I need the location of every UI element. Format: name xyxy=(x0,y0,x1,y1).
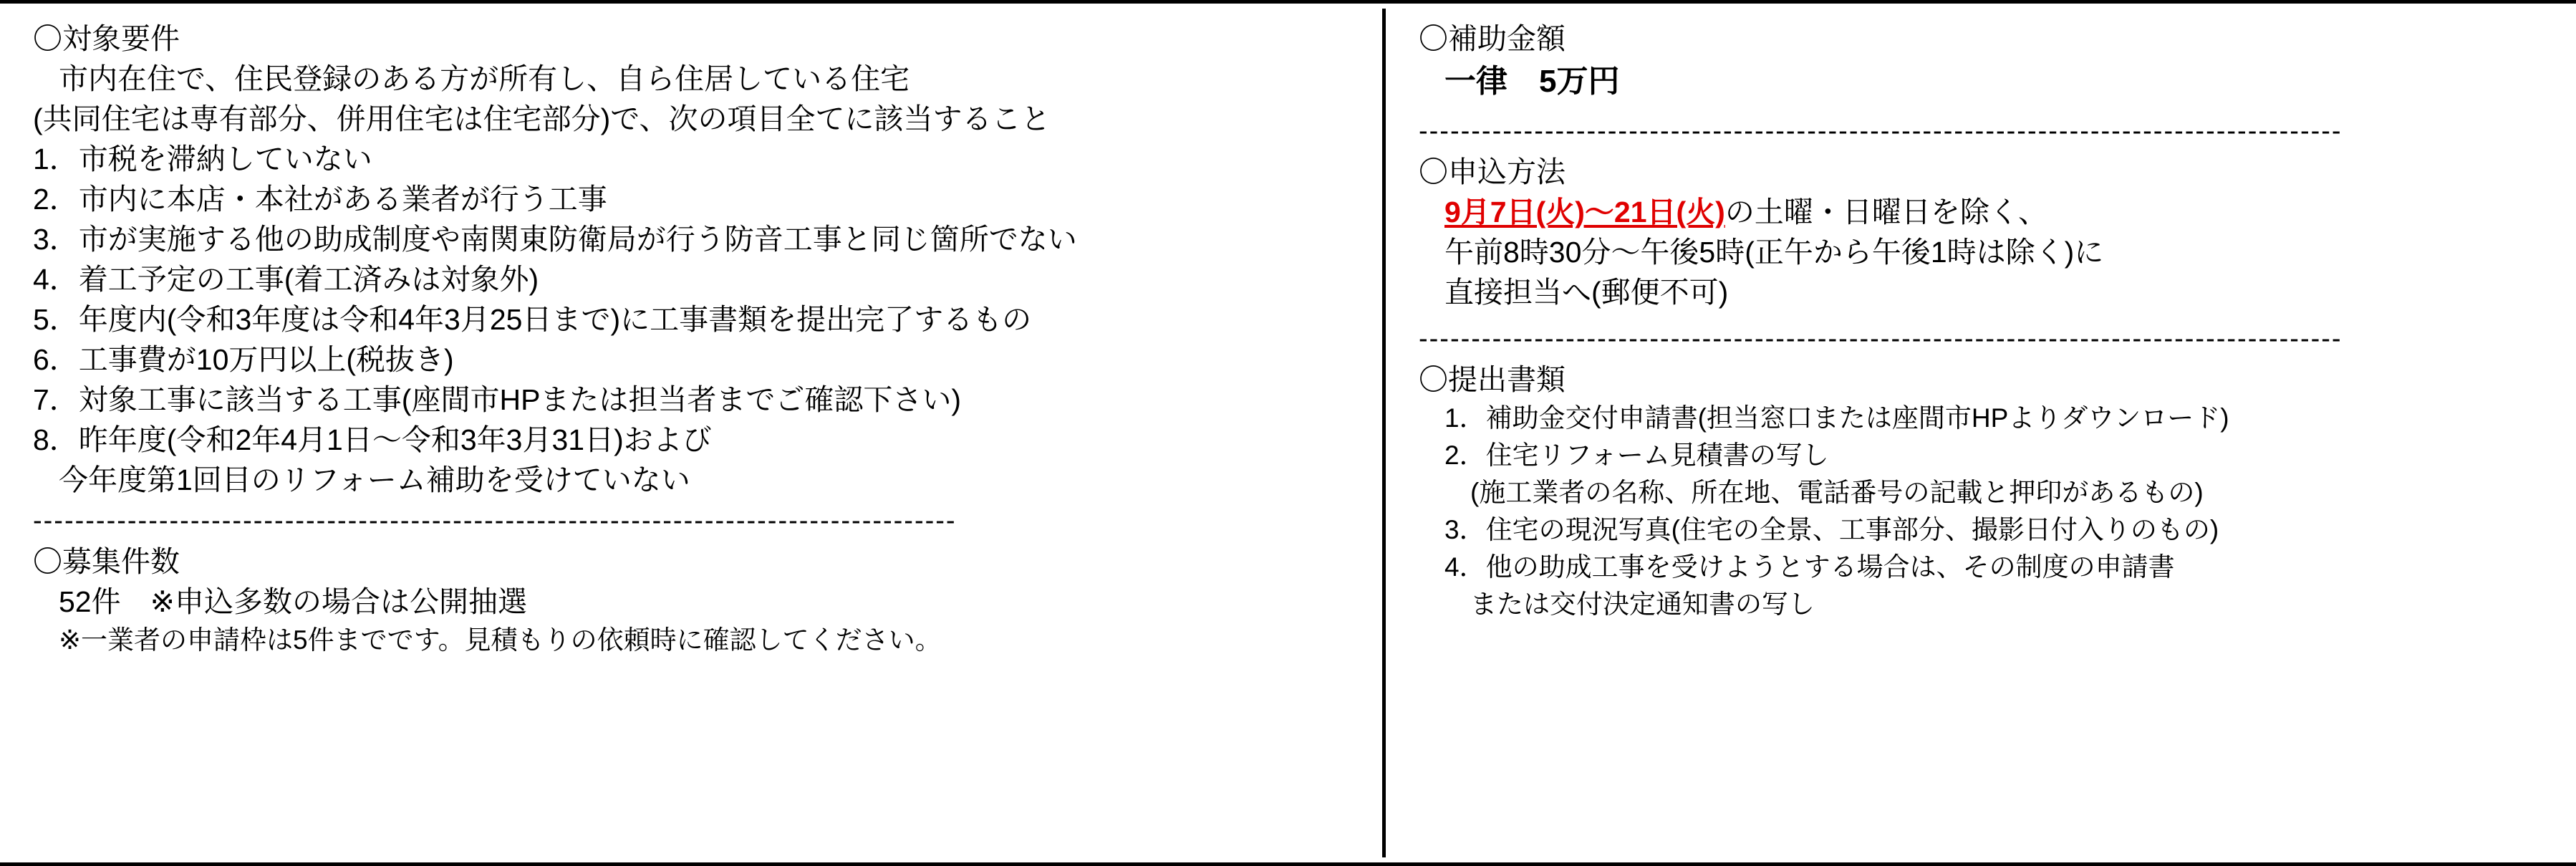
documents-item-4: 4．他の助成工事を受けようとする場合は、その制度の申請書 xyxy=(1444,552,2175,582)
quota-line: 52件 ※申込多数の場合は公開抽選 xyxy=(59,585,527,618)
requirements-item-3: 3．市が実施する他の助成制度や南関東防衛局が行う防音工事と同じ箇所でない xyxy=(33,223,1077,256)
documents-item-1: 1．補助金交付申請書(担当窓口または座間市HPよりダウンロード) xyxy=(1444,403,2229,433)
documents-item-2-note: (施工業者の名称、所在地、電話番号の記載と押印があるもの) xyxy=(1470,478,2204,507)
documents-item-2: 2．住宅リフォーム見積書の写し xyxy=(1444,441,1829,470)
requirements-item-4: 4．着工予定の工事(着工済みは対象外) xyxy=(33,263,539,296)
requirements-item-7: 7．対象工事に該当する工事(座間市HPまたは担当者までご確認下さい) xyxy=(33,383,962,416)
amount-heading: 〇補助金額 xyxy=(1419,22,1566,55)
quota-heading: 〇募集件数 xyxy=(33,545,180,578)
amount-value: 一律 5万円 xyxy=(1444,64,1620,99)
left-dashed-separator: ‑‑‑‑‑‑‑‑‑‑‑‑‑‑‑‑‑‑‑‑‑‑‑‑‑‑‑‑‑‑‑‑‑‑‑‑‑‑‑‑‑‑‑‑‑‑‑‑‑‑‑‑‑‑‑‑‑‑‑‑‑‑‑‑‑‑‑‑‑‑‑‑‑‑‑‑‑‑‑‑‑‑‑‑‑‑‑‑ xyxy=(33,506,957,536)
requirements-lead-line-1: 市内在住で、住民登録のある方が所有し、自ら住居している住宅 xyxy=(59,62,910,95)
requirements-lead-line-2: (共同住宅は専有部分、併用住宅は住宅部分)で、次の項目全てに該当すること xyxy=(33,102,1051,135)
application-hours: 午前8時30分〜午後5時(正午から午後1時は除く)に xyxy=(1444,236,2104,269)
requirements-item-1: 1．市税を滞納していない xyxy=(33,143,372,175)
bottom-border-rule xyxy=(0,862,2576,866)
application-heading: 〇申込方法 xyxy=(1419,155,1566,188)
application-period-line xyxy=(1419,192,2562,232)
application-place: 直接担当へ(郵便不可) xyxy=(1444,276,1729,309)
requirements-item-8-continued: 今年度第1回目のリフォーム補助を受けていない xyxy=(59,463,690,496)
requirements-heading: 〇対象要件 xyxy=(33,22,180,55)
documents-heading: 〇提出書類 xyxy=(1419,363,1566,396)
application-period-suffix: の土曜・日曜日を除く、 xyxy=(1724,196,2048,228)
documents-item-4-continued: または交付決定通知書の写し xyxy=(1470,590,1815,619)
quota-note: ※一業者の申請枠は5件までです。見積もりの依頼時に確認してください。 xyxy=(59,625,942,655)
documents-item-3: 3．住宅の現況写真(住宅の全景、工事部分、撮影日付入りのもの) xyxy=(1444,515,2219,544)
right-dashed-separator-1: ‑‑‑‑‑‑‑‑‑‑‑‑‑‑‑‑‑‑‑‑‑‑‑‑‑‑‑‑‑‑‑‑‑‑‑‑‑‑‑‑‑‑‑‑‑‑‑‑‑‑‑‑‑‑‑‑‑‑‑‑‑‑‑‑‑‑‑‑‑‑‑‑‑‑‑‑‑‑‑‑‑‑‑‑‑‑‑‑ xyxy=(1419,116,2343,146)
requirements-item-5: 5．年度内(令和3年度は令和4年3月25日まで)に工事書類を提出完了するもの xyxy=(33,303,1032,336)
application-period: 9月7日(火)〜21日(火) xyxy=(1444,196,1725,228)
requirements-item-6: 6．工事費が10万円以上(税抜き) xyxy=(33,343,454,376)
right-dashed-separator-2: ‑‑‑‑‑‑‑‑‑‑‑‑‑‑‑‑‑‑‑‑‑‑‑‑‑‑‑‑‑‑‑‑‑‑‑‑‑‑‑‑‑‑‑‑‑‑‑‑‑‑‑‑‑‑‑‑‑‑‑‑‑‑‑‑‑‑‑‑‑‑‑‑‑‑‑‑‑‑‑‑‑‑‑‑‑‑‑‑ xyxy=(1419,324,2343,354)
top-border-rule xyxy=(0,0,2576,4)
requirements-item-8: 8．昨年度(令和2年4月1日〜令和3年3月31日)および xyxy=(33,423,712,456)
right-column xyxy=(1386,0,2576,866)
requirements-item-2: 2．市内に本店・本社がある業者が行う工事 xyxy=(33,183,607,216)
